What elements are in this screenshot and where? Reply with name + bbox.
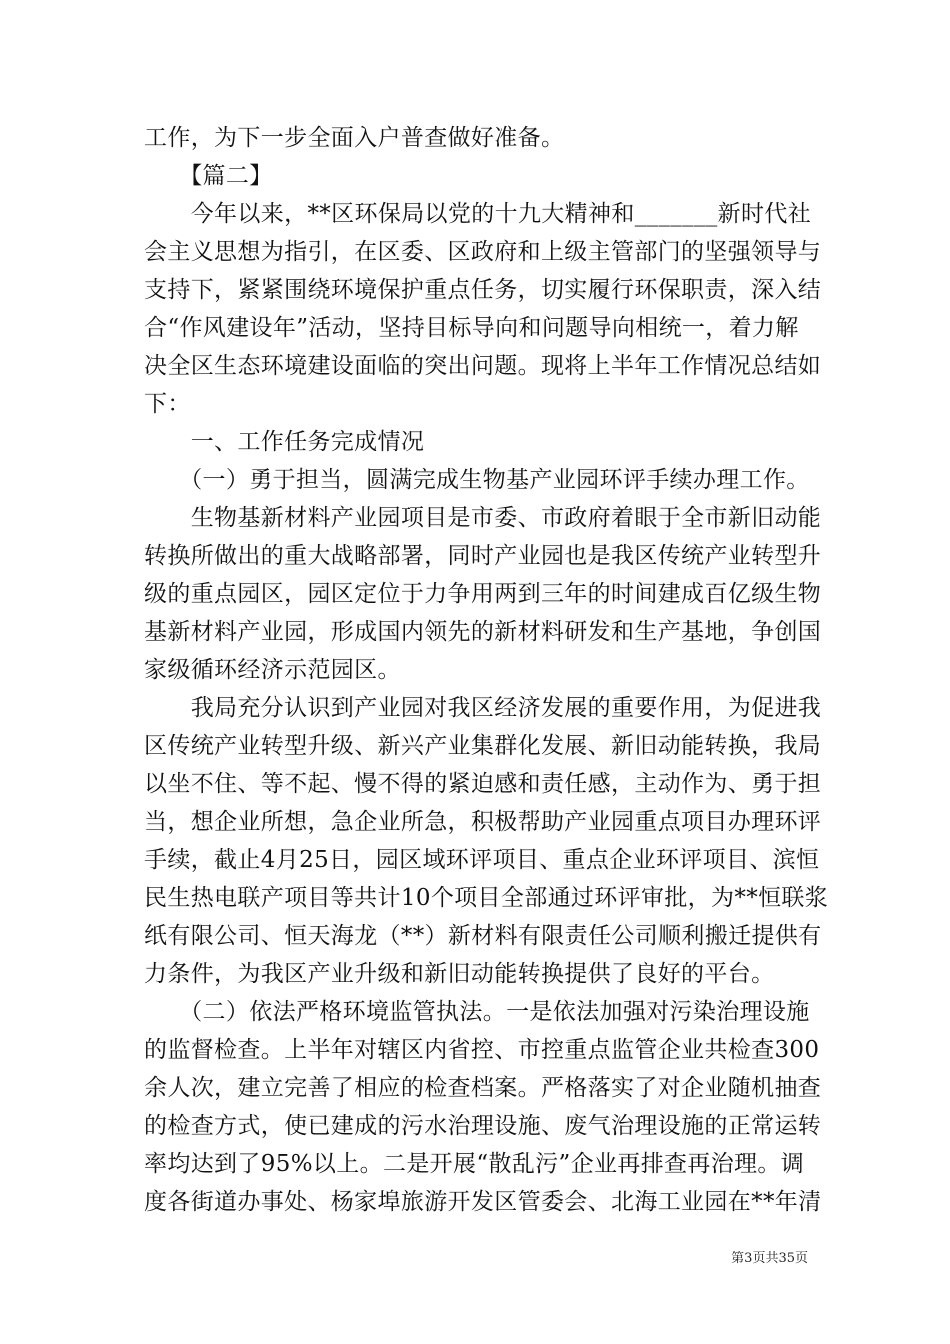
text-line: 转换所做出的重大战略部署，同时产业园也是我区传统产业转型升 [144, 543, 822, 569]
text-line: （二）依法严格环境监管执法。一是依法加强对污染治理设施 [144, 999, 810, 1025]
text-line: 度各街道办事处、杨家埠旅游开发区管委会、北海工业园在**年清 [144, 1189, 822, 1215]
text-line: 我局充分认识到产业园对我区经济发展的重要作用，为促进我 [144, 695, 822, 721]
text-line: 下： [144, 391, 191, 417]
text-line: 工作，为下一步全面入户普查做好准备。 [144, 125, 565, 151]
text-line: 手续，截止4月25日，园区域环评项目、重点企业环评项目、滨恒 [144, 847, 820, 873]
text-line: 的检查方式，使已建成的污水治理设施、废气治理设施的正常运转 [144, 1113, 822, 1139]
text-line: 支持下，紧紧围绕环境保护重点任务，切实履行环保职责，深入结 [144, 277, 822, 303]
text-line: 决全区生态环境建设面临的突出问题。现将上半年工作情况总结如 [144, 353, 822, 379]
text-line: 区传统产业转型升级、新兴产业集群化发展、新旧动能转换，我局 [144, 733, 822, 759]
text-line: 纸有限公司、恒天海龙（**）新材料有限责任公司顺利搬迁提供有 [144, 923, 822, 949]
text-line: 以坐不住、等不起、慢不得的紧迫感和责任感，主动作为、勇于担 [144, 771, 822, 797]
text-line: 今年以来，**区环保局以党的十九大精神和_______新时代社 [144, 201, 812, 227]
text-line: 民生热电联产项目等共计10个项目全部通过环评审批，为**恒联浆 [144, 885, 829, 911]
text-line: 当，想企业所想，急企业所急，积极帮助产业园重点项目办理环评 [144, 809, 822, 835]
text-line: 会主义思想为指引，在区委、区政府和上级主管部门的坚强领导与 [144, 239, 822, 265]
text-line: 生物基新材料产业园项目是市委、市政府着眼于全市新旧动能 [144, 505, 822, 531]
text-line: 率均达到了95%以上。二是开展“散乱污”企业再排查再治理。调 [144, 1151, 805, 1177]
text-line: 基新材料产业园，形成国内领先的新材料研发和生产基地，争创国 [144, 619, 822, 645]
text-line: 余人次，建立完善了相应的检查档案。严格落实了对企业随机抽查 [144, 1075, 822, 1101]
subsection-heading: （一）勇于担当，圆满完成生物基产业园环评手续办理工作。 [144, 467, 810, 493]
text-line: 级的重点园区，园区定位于力争用两到三年的时间建成百亿级生物 [144, 581, 822, 607]
page-number-footer: 第3页共35页 [731, 1251, 808, 1266]
text-line: 的监督检查。上半年对辖区内省控、市控重点监管企业共检查300 [144, 1037, 820, 1063]
text-line: 合“作风建设年”活动，坚持目标导向和问题导向相统一，着力解 [144, 315, 799, 341]
text-line: 家级循环经济示范园区。 [144, 657, 401, 683]
text-line: 力条件，为我区产业升级和新旧动能转换提供了良好的平台。 [144, 961, 775, 987]
section-heading: 【篇二】 [144, 163, 273, 189]
section-heading: 一、工作任务完成情况 [144, 429, 425, 455]
